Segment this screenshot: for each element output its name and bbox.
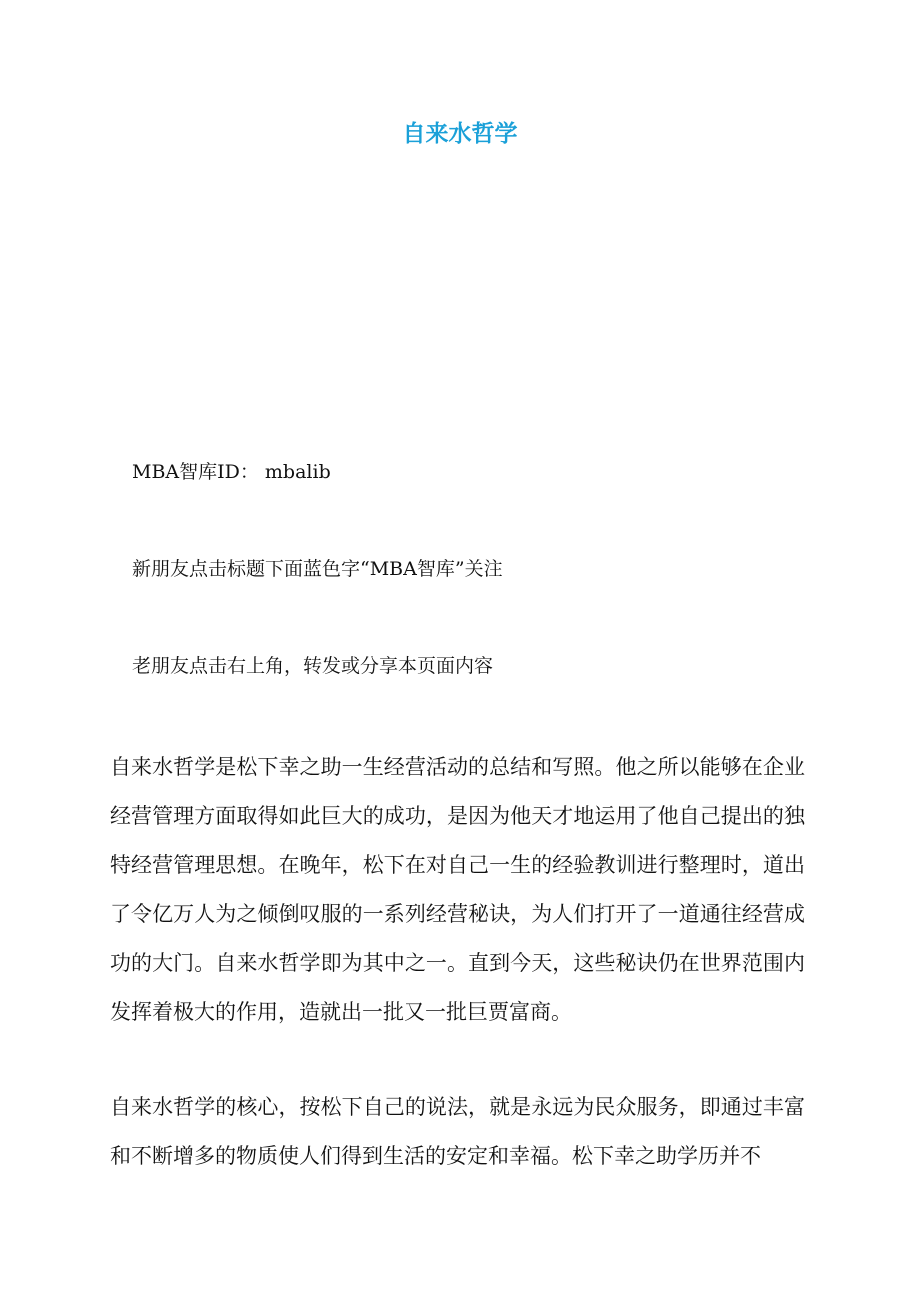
- wechat-id-line: MBA智库ID： mbalib: [132, 461, 331, 483]
- document-title[interactable]: 自来水哲学: [402, 121, 518, 147]
- old-friends-share-line: 老朋友点击右上角，转发或分享本页面内容: [132, 655, 494, 677]
- body-paragraph-1: 自来水哲学是松下幸之助一生经营活动的总结和写照。他之所以能够在企业经营管理方面取得如此巨大的成功，是因为他天才地运用了他自己提出的独特经营管理思想。在晚年，松下在对自己一生的经验教训进行整理时，道出了令亿万人为之倾倒叹服的一系列经营秘诀，为人们打开了一道通往经营成功的大门。自来水哲学即为其中之一。直到今天，这些秘诀仍在世界范围内发挥着极大的作用，造就出一批又一批巨贾富商。: [110, 755, 805, 1024]
- new-friends-follow-line: 新朋友点击标题下面蓝色字“MBA智库”关注: [132, 558, 503, 580]
- body-paragraph-2: 自来水哲学的核心，按松下自己的说法，就是永远为民众服务，即通过丰富和不断增多的物质使人们得到生活的安定和幸福。松下幸之助学历并不: [110, 1095, 805, 1168]
